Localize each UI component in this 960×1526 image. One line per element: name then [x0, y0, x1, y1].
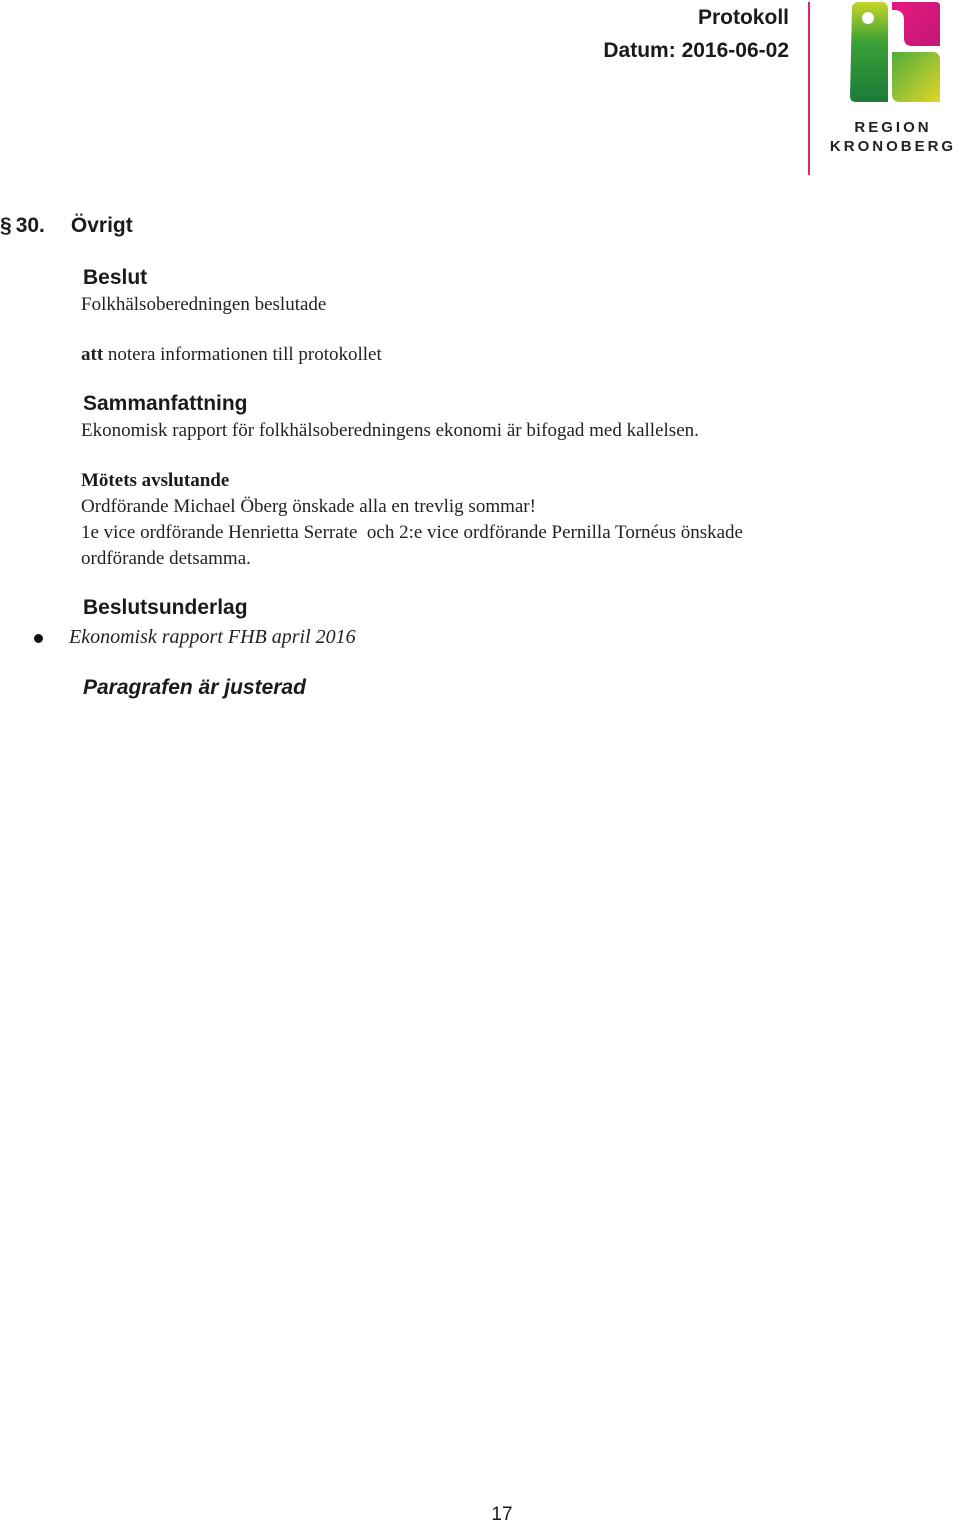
beslutsunderlag-heading: Beslutsunderlag: [83, 596, 248, 619]
motets-avslutande-line-2: 1e vice ordförande Henrietta Serrate och 2:e vice ordförande Pernilla Tornéus önskade: [81, 522, 743, 543]
beslut-intro: Folkhälsoberedningen beslutade: [81, 294, 327, 315]
bullet-icon: [34, 634, 43, 643]
date-label: Datum:: [603, 39, 676, 62]
document-type: Protokoll: [697, 6, 789, 29]
sammanfattning-heading: Sammanfattning: [83, 392, 248, 415]
att-keyword: att: [81, 344, 104, 365]
section-title: Övrigt: [70, 214, 133, 237]
logo-wordmark: [826, 118, 960, 156]
beslut-att-clause: [81, 344, 382, 366]
section-number: 30.: [15, 214, 45, 237]
region-kronoberg-logo-icon: [846, 0, 942, 104]
motets-avslutande-line-3: ordförande detsamma.: [81, 548, 251, 569]
date-value: 2016-06-02: [681, 39, 789, 62]
logo-divider: [808, 2, 810, 175]
motets-avslutande-line-1: Ordförande Michael Öberg önskade alla en trevlig sommar!: [81, 496, 536, 517]
logo-line-region: REGION: [854, 119, 932, 136]
page-number: 17: [491, 1504, 513, 1525]
beslut-heading: Beslut: [83, 266, 148, 289]
sammanfattning-text: Ekonomisk rapport för folkhälsoberedningens ekonomi är bifogad med kallelsen.: [81, 420, 699, 441]
section-heading: [0, 214, 133, 238]
justified-note: Paragrafen är justerad: [83, 676, 306, 699]
section-symbol: §: [0, 214, 12, 237]
motets-avslutande-heading: Mötets avslutande: [81, 470, 230, 491]
att-text: notera informationen till protokollet: [107, 344, 382, 365]
beslutsunderlag-item: Ekonomisk rapport FHB april 2016: [69, 626, 356, 648]
document-date: [603, 39, 789, 63]
logo-line-kronoberg: KRONOBERG: [829, 138, 957, 155]
